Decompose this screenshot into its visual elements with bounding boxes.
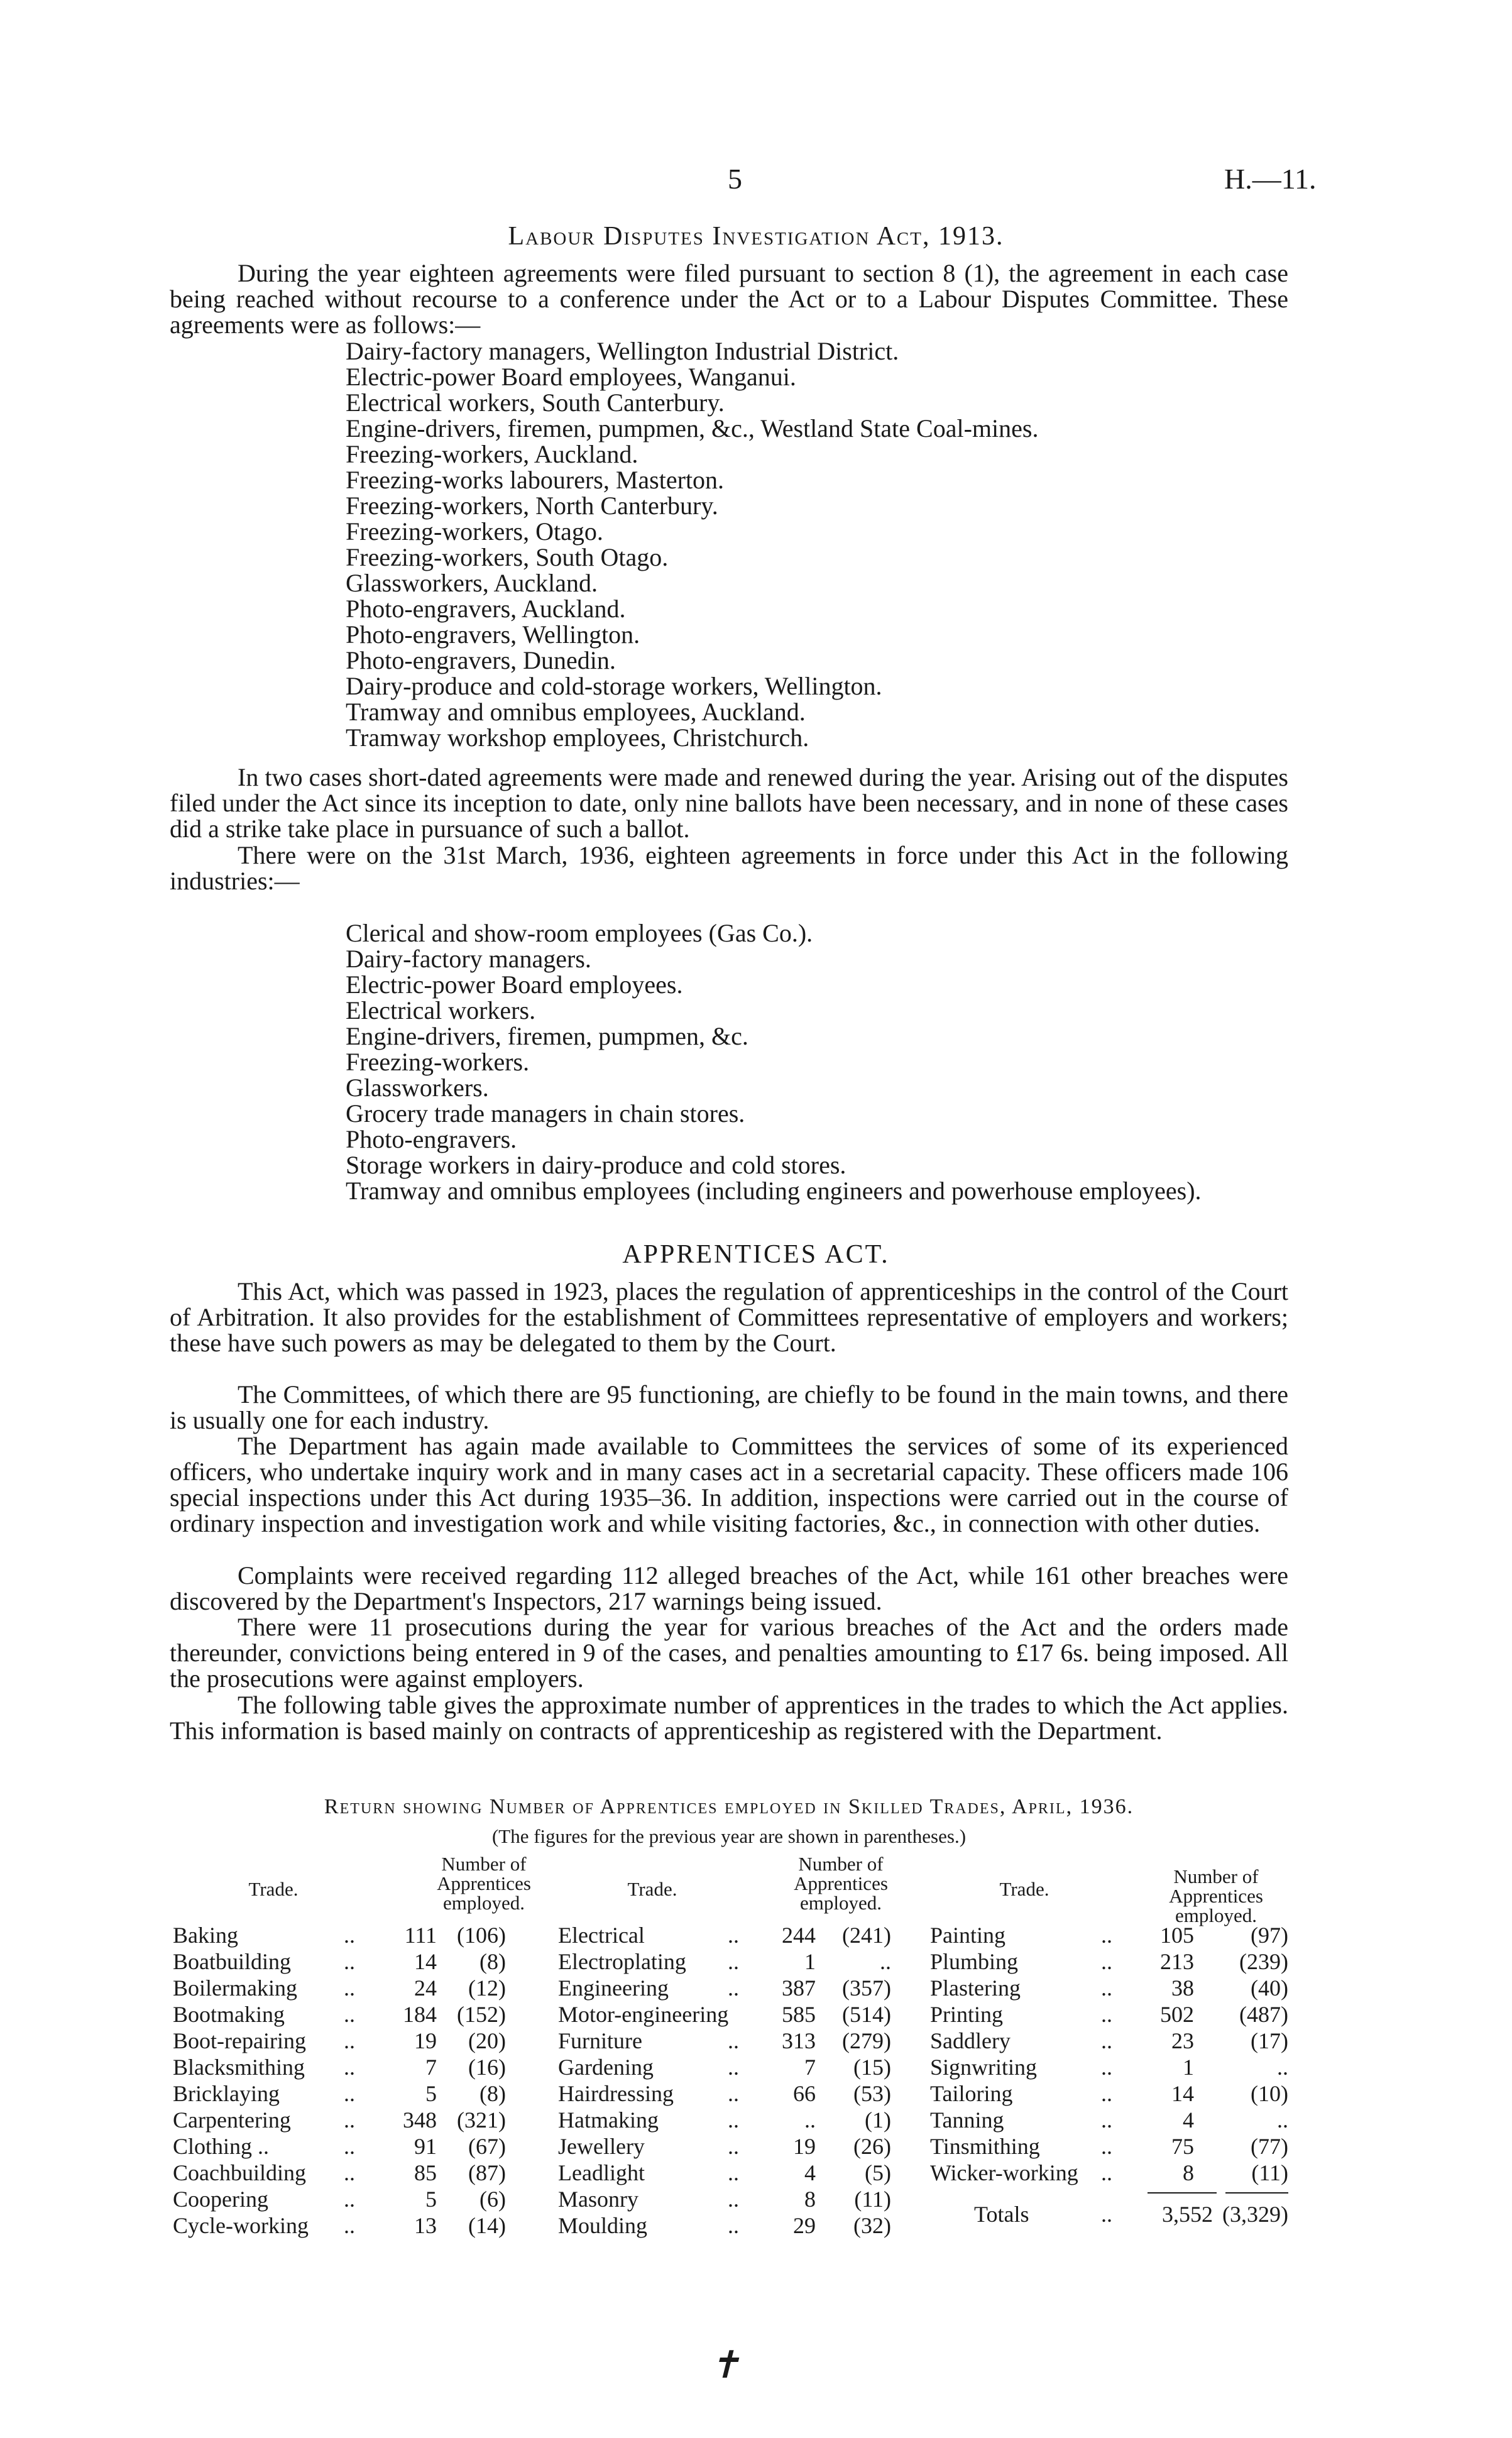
apprentices-previous: (32) bbox=[853, 2213, 891, 2238]
document-reference: H.—11. bbox=[1224, 163, 1317, 195]
apprentices-paragraph-3: The Department has again made available to Committees the services of some of its experienced officers, who undertake inquiry work and in many cases act in a secretarial capacity. These officers made 106 special inspections under this Act during 1935–36. In addition, inspections were carried out in the course of ordinary inspection and investigation work and while visiting factories, &c., in connection with other duties. bbox=[170, 1432, 1288, 1537]
trade-name: Signwriting bbox=[930, 2055, 1038, 2080]
table-note: (The figures for the previous year are shown in parentheses.) bbox=[491, 1825, 967, 1847]
apprentices-previous: (11) bbox=[854, 2187, 891, 2212]
dot-leader: .. bbox=[728, 2107, 739, 2133]
ldia-paragraph-1: During the year eighteen agreements were filed pursuant to section 8 (1), the agreement in each case being reached without recourse to a conference under the Act or to a Labour Disputes Committee. These agreements were as follows:— bbox=[170, 259, 1288, 339]
trade-name: Boot-repairing bbox=[173, 2028, 306, 2053]
industry-item: Photo-engravers. bbox=[346, 1125, 517, 1153]
apprentices-previous: (239) bbox=[1239, 1949, 1288, 1974]
apprentices-paragraph-4: Complaints were received regarding 112 alleged breaches of the Act, while 161 other breaches were discovered by the Department's Inspectors, 217 warnings being issued. bbox=[170, 1561, 1288, 1615]
dot-leader: .. bbox=[1101, 2160, 1112, 2185]
apprentices-current: 75 bbox=[1171, 2134, 1194, 2159]
agreement-item: Tramway workshop employees, Christchurch. bbox=[346, 723, 809, 752]
apprentices-previous: (8) bbox=[479, 1949, 506, 1974]
apprentices-current: 502 bbox=[1160, 2002, 1194, 2027]
dot-leader: .. bbox=[728, 1949, 739, 1974]
totals-label: Totals bbox=[974, 2202, 1029, 2227]
dot-leader: .. bbox=[1101, 2134, 1112, 2159]
trade-name: Leadlight bbox=[558, 2160, 645, 2185]
apprentices-current: 13 bbox=[414, 2213, 437, 2238]
agreement-item: Electrical workers, South Canterbury. bbox=[346, 388, 725, 417]
apprentices-previous: (487) bbox=[1239, 2002, 1288, 2027]
dot-leader: .. bbox=[728, 2134, 739, 2159]
section-title-apprentices: APPRENTICES ACT. bbox=[622, 1240, 890, 1269]
apprentices-previous: (77) bbox=[1251, 2134, 1288, 2159]
trade-name: Furniture bbox=[558, 2028, 642, 2053]
apprentices-current: 244 bbox=[782, 1923, 816, 1948]
trade-name: Tinsmithing bbox=[930, 2134, 1040, 2159]
apprentices-previous: (241) bbox=[842, 1923, 891, 1948]
column-header-number: Number of Apprentices employed. bbox=[1169, 1865, 1263, 1926]
apprentices-previous: (87) bbox=[468, 2160, 506, 2185]
apprentices-current: 4 bbox=[1183, 2107, 1194, 2133]
totals-previous: (3,329) bbox=[1222, 2202, 1288, 2227]
apprentices-previous: (97) bbox=[1251, 1923, 1288, 1948]
trade-name: Motor-engineering bbox=[558, 2002, 729, 2027]
apprentices-previous: (10) bbox=[1251, 2081, 1288, 2106]
trade-name: Bricklaying bbox=[173, 2081, 280, 2106]
agreement-item: Freezing-workers, Auckland. bbox=[346, 440, 638, 468]
apprentices-previous: (26) bbox=[853, 2134, 891, 2159]
trade-name: Engineering bbox=[558, 1975, 669, 2001]
trade-name: Blacksmithing bbox=[173, 2055, 305, 2080]
apprentices-previous: (8) bbox=[479, 2081, 506, 2106]
dot-leader: .. bbox=[344, 2028, 355, 2053]
trade-name: Hairdressing bbox=[558, 2081, 674, 2106]
apprentices-current: 29 bbox=[793, 2213, 816, 2238]
column-header-trade: Trade. bbox=[248, 1878, 299, 1900]
apprentices-current: 85 bbox=[414, 2160, 437, 2185]
trade-name: Hatmaking bbox=[558, 2107, 659, 2133]
dot-leader: .. bbox=[344, 2160, 355, 2185]
trade-name: Electrical bbox=[558, 1923, 645, 1948]
apprentices-previous: (16) bbox=[468, 2055, 506, 2080]
apprentices-current: 585 bbox=[782, 2002, 816, 2027]
agreement-item: Dairy-factory managers, Wellington Industrial District. bbox=[346, 337, 899, 365]
apprentices-current: 213 bbox=[1160, 1949, 1194, 1974]
column-header-trade: Trade. bbox=[627, 1878, 677, 1900]
apprentices-previous: .. bbox=[1277, 2107, 1288, 2133]
dot-leader: .. bbox=[728, 2213, 739, 2238]
apprentices-current: 111 bbox=[404, 1923, 437, 1948]
apprentices-previous: (20) bbox=[468, 2028, 506, 2053]
agreement-item: Freezing-workers, North Canterbury. bbox=[346, 491, 718, 520]
trade-name: Gardening bbox=[558, 2055, 654, 2080]
apprentices-previous: (11) bbox=[1251, 2160, 1288, 2185]
trade-name: Masonry bbox=[558, 2187, 638, 2212]
apprentices-previous: (357) bbox=[842, 1975, 891, 2001]
industry-item: Electric-power Board employees. bbox=[346, 970, 683, 999]
column-header-number: Number of Apprentices employed. bbox=[794, 1853, 888, 1914]
dot-leader: .. bbox=[728, 2187, 739, 2212]
column-header-number: Number of Apprentices employed. bbox=[437, 1853, 531, 1914]
apprentices-paragraph-2: The Committees, of which there are 95 functioning, are chiefly to be found in the main towns, and there is usually one for each industry. bbox=[170, 1380, 1288, 1434]
apprentices-current: 313 bbox=[782, 2028, 816, 2053]
agreements-list bbox=[346, 338, 1288, 750]
trade-name: Clothing .. bbox=[173, 2134, 270, 2159]
industry-item: Clerical and show-room employees (Gas Co.). bbox=[346, 919, 813, 947]
trade-name: Tailoring bbox=[930, 2081, 1013, 2106]
agreement-item: Engine-drivers, firemen, pumpmen, &c., Westland State Coal-mines. bbox=[346, 414, 1039, 442]
apprentices-previous: (40) bbox=[1251, 1975, 1288, 2001]
industry-item: Tramway and omnibus employees (including engineers and powerhouse employees). bbox=[346, 1177, 1202, 1205]
apprentices-current: 14 bbox=[414, 1949, 437, 1974]
industry-item: Grocery trade managers in chain stores. bbox=[346, 1099, 745, 1128]
agreement-item: Photo-engravers, Dunedin. bbox=[346, 646, 616, 674]
dot-leader: .. bbox=[344, 2213, 355, 2238]
dot-leader: .. bbox=[1101, 1949, 1112, 1974]
apprentices-current: 184 bbox=[403, 2002, 437, 2027]
apprentices-previous: (6) bbox=[479, 2187, 506, 2212]
dot-leader: .. bbox=[1101, 1923, 1112, 1948]
apprentices-current: 38 bbox=[1171, 1975, 1194, 2001]
column-header-trade: Trade. bbox=[999, 1878, 1049, 1900]
agreement-item: Freezing-works labourers, Masterton. bbox=[346, 466, 725, 494]
table-title: Return showing Number of Apprentices employed in Skilled Trades, April, 1936. bbox=[324, 1795, 1134, 1818]
apprentices-current: 19 bbox=[793, 2134, 816, 2159]
industry-item: Storage workers in dairy-produce and cold stores. bbox=[346, 1151, 846, 1179]
ldia-paragraph-2: In two cases short-dated agreements were made and renewed during the year. Arising out of the disputes filed under the Act since its inception to date, only nine ballots have been necessary, and in none of these cases did a strike take place in pursuance of such a ballot. bbox=[170, 763, 1288, 843]
agreement-item: Freezing-workers, South Otago. bbox=[346, 543, 669, 571]
apprentices-previous: (106) bbox=[457, 1923, 506, 1948]
apprentices-paragraph-1: This Act, which was passed in 1923, places the regulation of apprenticeships in the control of the Court of Arbitration. It also provides for the establishment of Committees representative of employers and workers; these have such powers as may be delegated to them by the Court. bbox=[170, 1277, 1288, 1357]
apprentices-current: 1 bbox=[1183, 2055, 1194, 2080]
section-title-ldia: Labour Disputes Investigation Act, 1913. bbox=[508, 222, 1004, 251]
apprentices-previous: (5) bbox=[865, 2160, 891, 2185]
dot-leader: .. bbox=[728, 2160, 739, 2185]
totals-rule-2 bbox=[1225, 2192, 1288, 2194]
apprentices-current: 4 bbox=[804, 2160, 816, 2185]
apprentices-current: 14 bbox=[1171, 2081, 1194, 2106]
apprentices-current: 348 bbox=[403, 2107, 437, 2133]
totals-row bbox=[930, 2201, 1288, 2227]
trade-name: Carpentering bbox=[173, 2107, 291, 2133]
ldia-paragraph-3: There were on the 31st March, 1936, eighteen agreements in force under this Act in the following industries:— bbox=[170, 841, 1288, 895]
trade-name: Saddlery bbox=[930, 2028, 1011, 2053]
dot-leader: .. bbox=[1101, 2028, 1112, 2053]
industry-item: Dairy-factory managers. bbox=[346, 945, 591, 973]
apprentices-previous: .. bbox=[880, 1949, 891, 1974]
apprentices-current: 91 bbox=[414, 2134, 437, 2159]
page-number: 5 bbox=[728, 163, 742, 195]
apprentices-previous: (14) bbox=[468, 2213, 506, 2238]
dot-leader: .. bbox=[344, 2002, 355, 2027]
dot-leader: .. bbox=[344, 2134, 355, 2159]
apprentices-current: 8 bbox=[1183, 2160, 1194, 2185]
apprentices-previous: (152) bbox=[457, 2002, 506, 2027]
industry-item: Engine-drivers, firemen, pumpmen, &c. bbox=[346, 1022, 748, 1050]
trade-name: Bootmaking bbox=[173, 2002, 285, 2027]
trade-name: Baking bbox=[173, 1923, 238, 1948]
footer-mark: ✝ bbox=[709, 2344, 741, 2386]
trade-name: Plastering bbox=[930, 1975, 1021, 2001]
industries-list bbox=[346, 920, 1288, 1204]
apprentices-previous: (53) bbox=[853, 2081, 891, 2106]
dot-leader: .. bbox=[344, 2107, 355, 2133]
apprentices-previous: .. bbox=[1277, 2055, 1288, 2080]
trade-name: Electroplating bbox=[558, 1949, 686, 1974]
apprentices-current: 7 bbox=[804, 2055, 816, 2080]
dot-leader: .. bbox=[1101, 2002, 1112, 2027]
trade-name: Plumbing bbox=[930, 1949, 1019, 1974]
industry-item: Freezing-workers. bbox=[346, 1048, 530, 1076]
apprentices-previous: (279) bbox=[842, 2028, 891, 2053]
trade-name: Wicker-working bbox=[930, 2160, 1078, 2185]
trade-name: Tanning bbox=[930, 2107, 1004, 2133]
apprentices-current: 7 bbox=[425, 2055, 437, 2080]
apprentices-current: 23 bbox=[1171, 2028, 1194, 2053]
agreement-item: Tramway and omnibus employees, Auckland. bbox=[346, 698, 806, 726]
trade-name: Boilermaking bbox=[173, 1975, 297, 2001]
agreement-item: Freezing-workers, Otago. bbox=[346, 517, 603, 546]
agreement-item: Photo-engravers, Wellington. bbox=[346, 620, 640, 649]
dot-leader: .. bbox=[728, 1923, 739, 1948]
apprentices-current: 387 bbox=[782, 1975, 816, 2001]
apprentices-current: 5 bbox=[425, 2187, 437, 2212]
agreement-item: Glassworkers, Auckland. bbox=[346, 569, 598, 597]
apprentices-paragraph-6: The following table gives the approximate number of apprentices in the trades to which the Act applies. This information is based mainly on contracts of apprenticeship as registered with the Department. bbox=[170, 1691, 1288, 1745]
trade-name: Moulding bbox=[558, 2213, 648, 2238]
totals-current: 3,552 bbox=[1162, 2202, 1213, 2227]
trade-name: Coopering bbox=[173, 2187, 268, 2212]
industry-item: Electrical workers. bbox=[346, 996, 536, 1024]
dot-leader: .. bbox=[344, 1949, 355, 1974]
dot-leader: .. bbox=[344, 2081, 355, 2106]
apprentices-previous: (514) bbox=[842, 2002, 891, 2027]
totals-rule-1 bbox=[1148, 2192, 1217, 2194]
apprentices-previous: (17) bbox=[1251, 2028, 1288, 2053]
dot-leader: .. bbox=[1101, 2107, 1112, 2133]
trade-name: Boatbuilding bbox=[173, 1949, 291, 1974]
dot-leader: .. bbox=[1101, 1975, 1112, 2001]
apprentices-current: 19 bbox=[414, 2028, 437, 2053]
apprentices-previous: (12) bbox=[468, 1975, 506, 2001]
apprentices-current: 1 bbox=[804, 1949, 816, 1974]
apprentices-current: 66 bbox=[793, 2081, 816, 2106]
trade-name: Painting bbox=[930, 1923, 1006, 1948]
dot-leader: .. bbox=[1101, 2081, 1112, 2106]
apprentices-previous: (321) bbox=[457, 2107, 506, 2133]
apprentices-paragraph-5: There were 11 prosecutions during the year for various breaches of the Act and the orders made thereunder, convictions being entered in 9 of the cases, and penalties amounting to £17 6s. being imposed. All the prosecutions were against employers. bbox=[170, 1613, 1288, 1693]
apprentices-current: 24 bbox=[414, 1975, 437, 2001]
apprentices-previous: (67) bbox=[468, 2134, 506, 2159]
agreement-item: Dairy-produce and cold-storage workers, Wellington. bbox=[346, 672, 882, 700]
trade-name: Jewellery bbox=[558, 2134, 645, 2159]
dot-leader: .. bbox=[344, 1975, 355, 2001]
dot-leader: .. bbox=[1101, 2055, 1112, 2080]
apprentices-current: 8 bbox=[804, 2187, 816, 2212]
trade-name: Coachbuilding bbox=[173, 2160, 306, 2185]
apprentices-current: 5 bbox=[425, 2081, 437, 2106]
dot-leader: .. bbox=[728, 2081, 739, 2106]
apprentices-previous: (1) bbox=[865, 2107, 891, 2133]
dot-leader: .. bbox=[728, 1975, 739, 2001]
apprentices-current: .. bbox=[804, 2107, 816, 2133]
dot-leader: .. bbox=[344, 2055, 355, 2080]
trade-name: Cycle-working bbox=[173, 2213, 309, 2238]
apprentices-previous: (15) bbox=[853, 2055, 891, 2080]
agreement-item: Electric-power Board employees, Wanganui. bbox=[346, 363, 796, 391]
dot-leader: .. bbox=[344, 2187, 355, 2212]
dot-leader: .. bbox=[728, 2028, 739, 2053]
totals-leader: .. bbox=[1101, 2202, 1112, 2227]
apprentices-current: 105 bbox=[1160, 1923, 1194, 1948]
industry-item: Glassworkers. bbox=[346, 1073, 489, 1102]
agreement-item: Photo-engravers, Auckland. bbox=[346, 595, 626, 623]
dot-leader: .. bbox=[344, 1923, 355, 1948]
dot-leader: .. bbox=[728, 2055, 739, 2080]
trade-name: Printing bbox=[930, 2002, 1004, 2027]
